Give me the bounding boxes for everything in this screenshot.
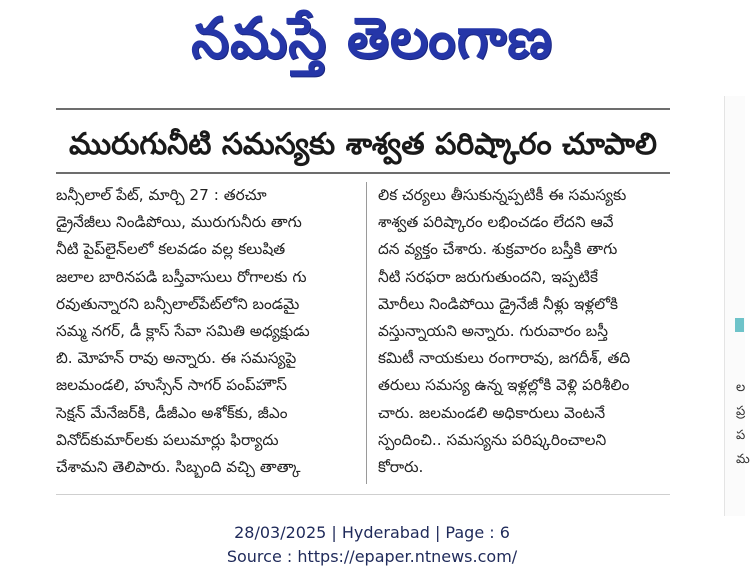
article-line: కమిటీ నాయకులు రంగారావు, జగదీశ్, తది [378, 349, 631, 368]
article-line: చేశామని తెలిపారు. సిబ్బంది వచ్చి తాత్కా [56, 458, 301, 477]
edge-fragment: ప్ర [736, 404, 746, 419]
headline-bottom-rule [56, 172, 670, 174]
article-line: జలమండలి, హుస్సేన్ సాగర్ పంప్‌హౌస్ [56, 376, 288, 395]
article-column-left [56, 182, 356, 481]
article-line: రవుతున్నారని బన్సీలాల్‌పేట్‌లోని బండమై [56, 294, 300, 313]
article-bottom-rule [56, 494, 670, 495]
article-line: బన్సీలాల్ పేట్, మార్చి 27 : తరచూ [56, 186, 267, 204]
article-line: సమ్మ నగర్, డీ క్లాస్ సేవా సమితి అధ్యక్షుడు [56, 322, 310, 341]
article-line: లిక చర్యలు తీసుకున్నప్పటికీ ఈ సమస్యకు [378, 186, 627, 204]
article-line: జలాల బారినపడి బస్తీవాసులు రోగాలకు గు [56, 267, 307, 286]
article-headline: మురుగునీటి సమస్యకు శాశ్వత పరిష్కారం చూపాలి [69, 127, 657, 162]
article-line: నీటి పైప్‌లైన్‌లలో కలవడం వల్ల కలుషిత [56, 240, 286, 259]
headline-top-rule [56, 108, 670, 110]
article-line: వినోద్‌కుమార్‌లకు పలుమార్లు ఫిర్యాదు [56, 430, 279, 449]
article-line: డ్రైనేజీలు నిండిపోయి, మురుగునీరు తాగు [56, 213, 302, 232]
article-line: తరులు సమస్య ఉన్న ఇళ్లల్లోకి వెళ్లి పరిశీలిం [378, 376, 630, 395]
edge-fragment: మ [736, 452, 750, 467]
article-line: కోరారు. [378, 458, 424, 477]
article-line: మోరీలు నిండిపోయి డ్రైనేజీ నీళ్లు ఇళ్లలోకి [378, 294, 619, 313]
article-line: శాశ్వత పరిష్కారం లభించడం లేదని ఆవే [378, 213, 614, 232]
masthead-title: నమస్తే తెలంగాణ [191, 4, 553, 71]
article-column-right [378, 182, 670, 481]
article-line: చారు. జలమండలి అధికారులు వెంటనే [378, 403, 606, 422]
article-line: దన వ్యక్తం చేశారు. శుక్రవారం బస్తీకి తాగు [378, 240, 618, 259]
footer-source-line: Source : https://epaper.ntnews.com/ [226, 547, 518, 566]
newspaper-masthead [0, 0, 744, 90]
article-line: బి. మోహన్ రావు అన్నారు. ఈ సమస్యపై [56, 349, 297, 368]
article-line: నీటి సరఫరా జరుగుతుందని, ఇప్పటికే [378, 267, 599, 286]
article-line: వస్తున్నాయని అన్నారు. గురువారం బస్తీ [378, 322, 608, 341]
edge-fragment: ప [736, 428, 746, 443]
edge-fragment: ల [736, 380, 746, 395]
column-divider [366, 182, 367, 484]
article-line: సెక్షన్ మేనేజర్‌కి, డీజీఎం అశోక్‌కు, జీఎం [56, 403, 288, 422]
adjacent-article-accent [735, 318, 744, 332]
article-line: స్పందించి.. సమస్యను పరిష్కరించాలని [378, 430, 607, 449]
footer-date-line: 28/03/2025 | Hyderabad | Page : 6 [234, 523, 510, 542]
